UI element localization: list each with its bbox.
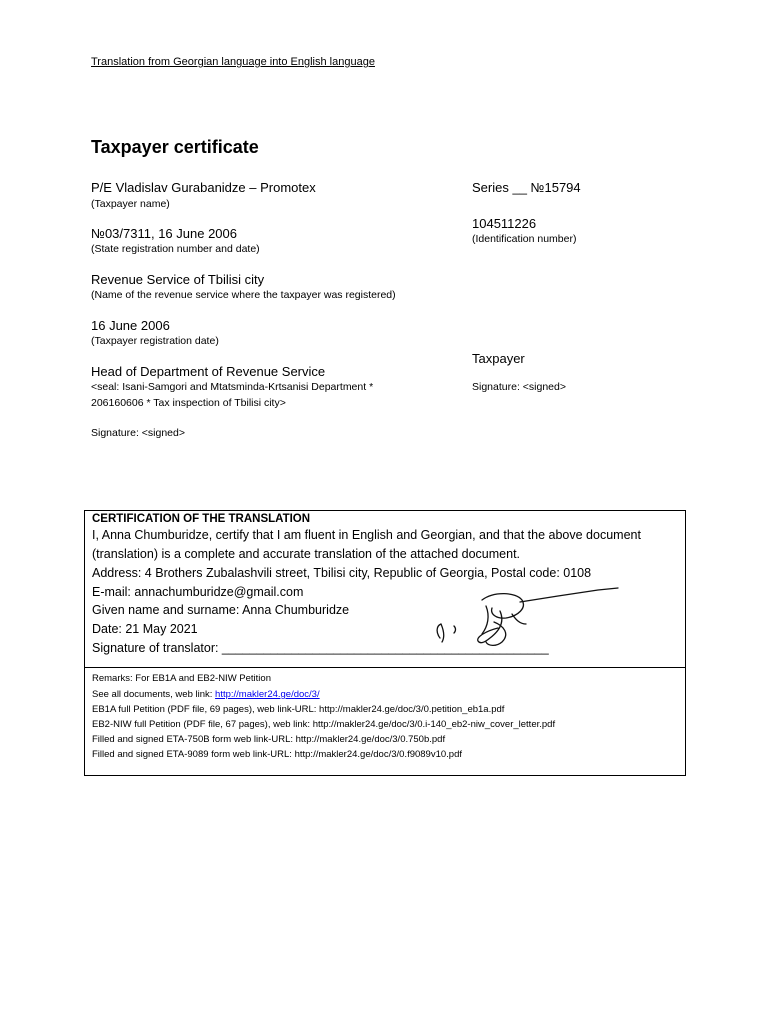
- registration-date-caption: (Taxpayer registration date): [91, 335, 219, 347]
- certification-date: Date: 21 May 2021: [92, 622, 198, 636]
- revenue-service-caption: (Name of the revenue service where the taxpayer was registered): [91, 289, 396, 301]
- remarks-all-documents: [92, 689, 320, 700]
- handwritten-signature: [430, 586, 620, 651]
- certification-email: E-mail: annachumburidze@gmail.com: [92, 585, 304, 599]
- remarks-title: Remarks: For EB1A and EB2-NIW Petition: [92, 673, 271, 684]
- certification-line: (translation) is a complete and accurate translation of the attached document.: [92, 547, 521, 561]
- documents-link[interactable]: http://makler24.ge/doc/3/: [215, 689, 320, 700]
- identification-caption: (Identification number): [472, 233, 577, 245]
- state-registration-caption: (State registration number and date): [91, 243, 260, 255]
- remarks-eb1a: EB1A full Petition (PDF file, 69 pages), web link-URL: http://makler24.ge/doc/3/0.petition_eb1a.pdf: [92, 704, 505, 715]
- certification-box: [84, 510, 686, 776]
- series-number: Series __ №15794: [472, 180, 581, 195]
- revenue-service: Revenue Service of Tbilisi city: [91, 272, 265, 287]
- remarks-link-prefix: See all documents, web link:: [92, 689, 216, 700]
- seal-line-1: <seal: Isani-Samgori and Mtatsminda-Krtsanisi Department *: [91, 381, 374, 393]
- seal-line-2: 206160606 * Tax inspection of Tbilisi city>: [91, 397, 286, 409]
- taxpayer-signature: Signature: <signed>: [472, 381, 566, 393]
- identification-number: 104511226: [472, 216, 537, 231]
- certification-line: I, Anna Chumburidze, certify that I am fluent in English and Georgian, and that the above document: [92, 528, 641, 542]
- taxpayer-name: P/E Vladislav Gurabanidze – Promotex: [91, 180, 316, 195]
- state-registration: №03/7311, 16 June 2006: [91, 226, 237, 241]
- certification-address: Address: 4 Brothers Zubalashvili street, Tbilisi city, Republic of Georgia, Postal code: 0108: [92, 566, 592, 580]
- certification-heading: CERTIFICATION OF THE TRANSLATION: [92, 513, 311, 525]
- translation-note: Translation from Georgian language into English language: [91, 56, 375, 68]
- head-of-department: Head of Department of Revenue Service: [91, 364, 326, 379]
- registration-date: 16 June 2006: [91, 318, 170, 333]
- box-divider: [85, 667, 685, 668]
- head-signature: Signature: <signed>: [91, 427, 185, 439]
- certification-name: Given name and surname: Anna Chumburidze: [92, 603, 350, 617]
- translator-signature-line: Signature of translator: _______________________________________________: [92, 641, 549, 655]
- remarks-eta-9089: Filled and signed ETA-9089 form web link-URL: http://makler24.ge/doc/3/0.f9089v10.pdf: [92, 749, 462, 760]
- taxpayer-name-caption: (Taxpayer name): [91, 198, 170, 210]
- remarks-eta-750b: Filled and signed ETA-750B form web link-URL: http://makler24.ge/doc/3/0.750b.pdf: [92, 734, 446, 745]
- document-title: Taxpayer certificate: [91, 137, 259, 157]
- remarks-eb2-niw: EB2-NIW full Petition (PDF file, 67 pages), web link: http://makler24.ge/doc/3/0.i-140_eb2-niw_cover_letter.pdf: [92, 719, 556, 730]
- taxpayer-label: Taxpayer: [472, 351, 525, 366]
